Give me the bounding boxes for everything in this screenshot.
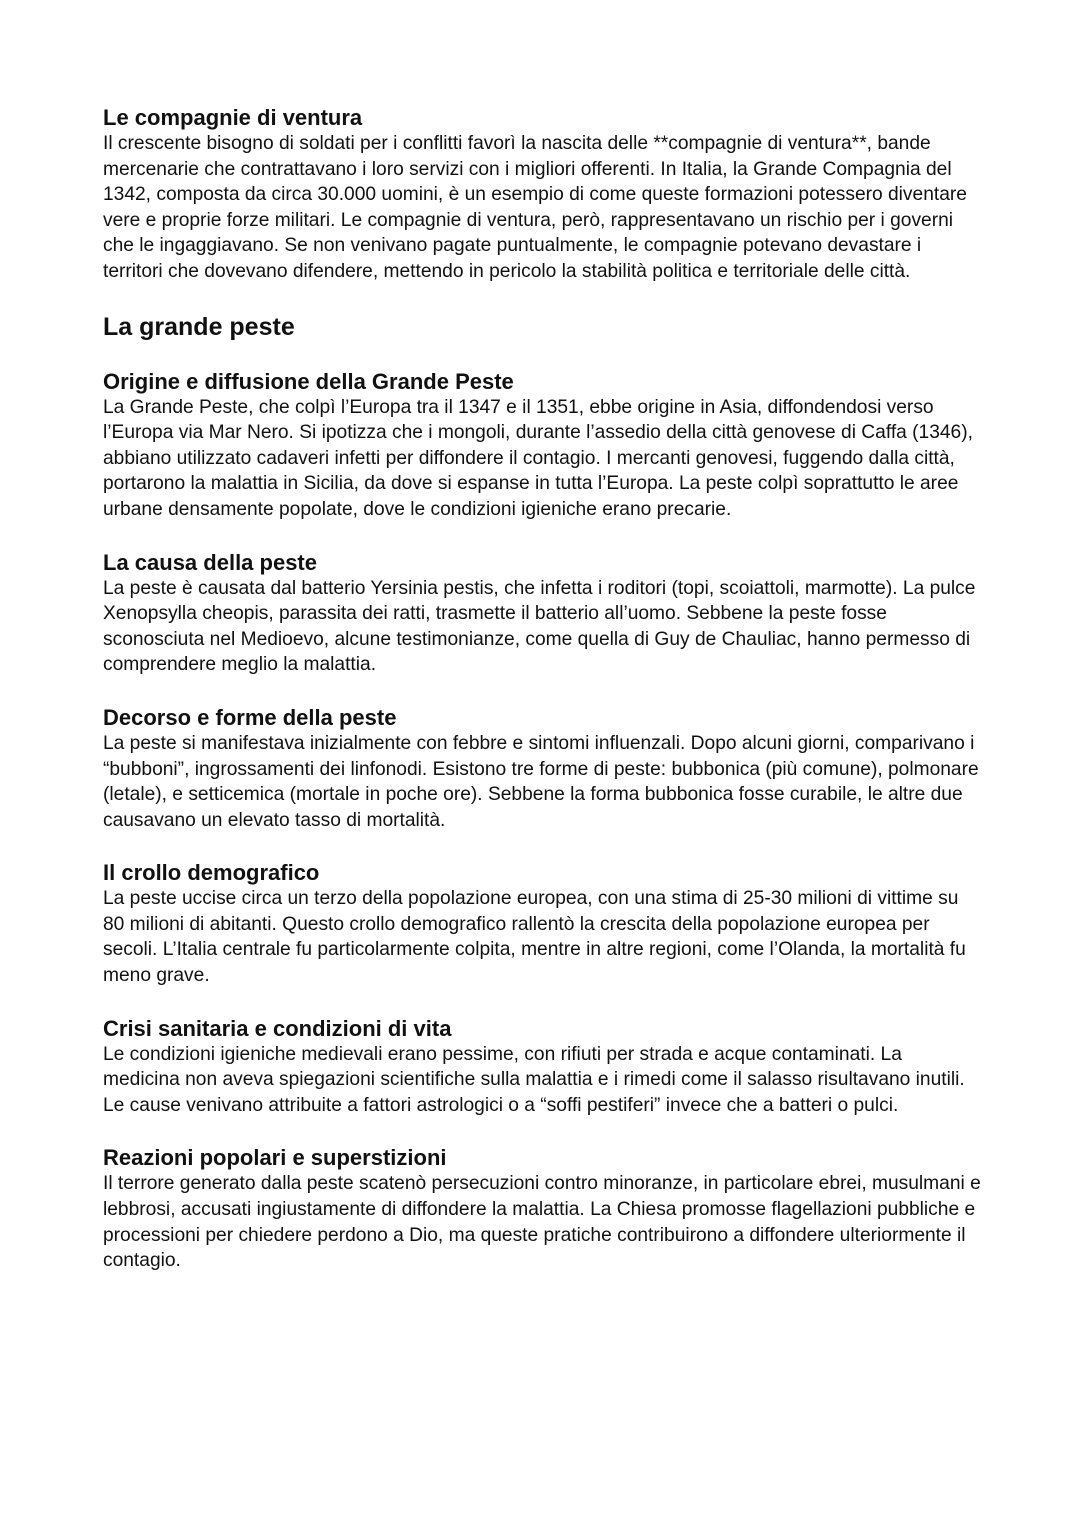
chapter-title: La grande peste xyxy=(103,312,295,341)
subsection-reazioni-popolari xyxy=(103,1145,983,1273)
document-page xyxy=(103,105,983,1274)
subsection-paragraph: Il terrore generato dalla peste scatenò persecuzioni contro minoranze, in particolare ebrei, musulmani e lebbrosi, accusati ingiustamente di diffondere la malattia. La Chiesa promosse flagellazioni pubbliche e processioni per chiedere perdono a Dio, ma queste pratiche contribuirono a diffondere ulteriormente il contagio. xyxy=(103,1173,981,1272)
section-heading: Le compagnie di ventura xyxy=(103,105,363,130)
subsection-heading: Il crollo demografico xyxy=(103,860,320,886)
section-compagnie-di-ventura xyxy=(103,105,983,285)
subsection-heading: Reazioni popolari e superstizioni xyxy=(103,1145,447,1171)
subsection-crisi-sanitaria xyxy=(103,1016,983,1119)
subsection-paragraph: La Grande Peste, che colpì l’Europa tra il 1347 e il 1351, ebbe origine in Asia, diffondendosi verso l’Europa via Mar Nero. Si ipotizza che i mongoli, durante l’assedio della città genovese di Caffa (1346), abbiano utilizzato cadaveri infetti per diffondere il contagio. I mercanti genovesi, fuggendo dalla città, portarono la malattia in Sicilia, da dove si espanse in tutta l’Europa. La peste colpì soprattutto le aree urbane densamente popolate, dove le condizioni igieniche erano precarie. xyxy=(103,396,973,520)
subsection-paragraph: La peste si manifestava inizialmente con febbre e sintomi influenzali. Dopo alcuni giorni, comparivano i “bubboni”, ingrossamenti dei linfonodi. Esistono tre forme di peste: bubbonica (più comune), polmonare (letale), e setticemica (mortale in poche ore). Sebbene la forma bubbonica fosse curabile, le altre due causavano un elevato tasso di mortalità. xyxy=(103,732,979,831)
subsection-crollo-demografico xyxy=(103,860,983,988)
subsection-paragraph: La peste è causata dal batterio Yersinia pestis, che infetta i roditori (topi, scoiattoli, marmotte). La pulce Xenopsylla cheopis, parassita dei ratti, trasmette il batterio all’uomo. Sebbene la peste fosse sconosciuta nel Medioevo, alcune testimonianze, come quella di Guy de Chauliac, hanno permesso di comprendere meglio la malattia. xyxy=(103,577,976,676)
subsection-origine xyxy=(103,369,983,523)
subsection-paragraph: Le condizioni igieniche medievali erano pessime, con rifiuti per strada e acque contaminati. La medicina non aveva spiegazioni scientifiche sulla malattia e i rimedi come il salasso risultavano inutili. Le cause venivano attribuite a fattori astrologici o a “soffi pestiferi” invece che a batteri o pulci. xyxy=(103,1043,965,1116)
subsection-heading: La causa della peste xyxy=(103,549,317,575)
subsection-heading: Decorso e forme della peste xyxy=(103,704,397,730)
section-paragraph: Il crescente bisogno di soldati per i conflitti favorì la nascita delle **compagnie di ventura**, bande mercenarie che contrattavano i loro servizi con i migliori offerenti. In Italia, la Grande Compagnia del 1342, composta da circa 30.000 uomini, è un esempio di come queste formazioni potessero diventare vere e proprie forze militari. Le compagnie di ventura, però, rappresentavano un rischio per i governi che le ingaggiavano. Se non venivano pagate puntualmente, le compagnie potevano devastare i territori che dovevano difendere, mettendo in pericolo la stabilità politica e territoriale delle città. xyxy=(103,133,967,282)
subsection-decorso xyxy=(103,705,983,833)
subsection-causa xyxy=(103,550,983,678)
subsection-heading: Crisi sanitaria e condizioni di vita xyxy=(103,1015,452,1041)
subsection-paragraph: La peste uccise circa un terzo della popolazione europea, con una stima di 25-30 milioni di vittime su 80 milioni di abitanti. Questo crollo demografico rallentò la crescita della popolazione europea per secoli. L’Italia centrale fu particolarmente colpita, mentre in altre regioni, come l’Olanda, la mortalità fu meno grave. xyxy=(103,888,966,987)
subsection-heading: Origine e diffusione della Grande Peste xyxy=(103,368,514,394)
